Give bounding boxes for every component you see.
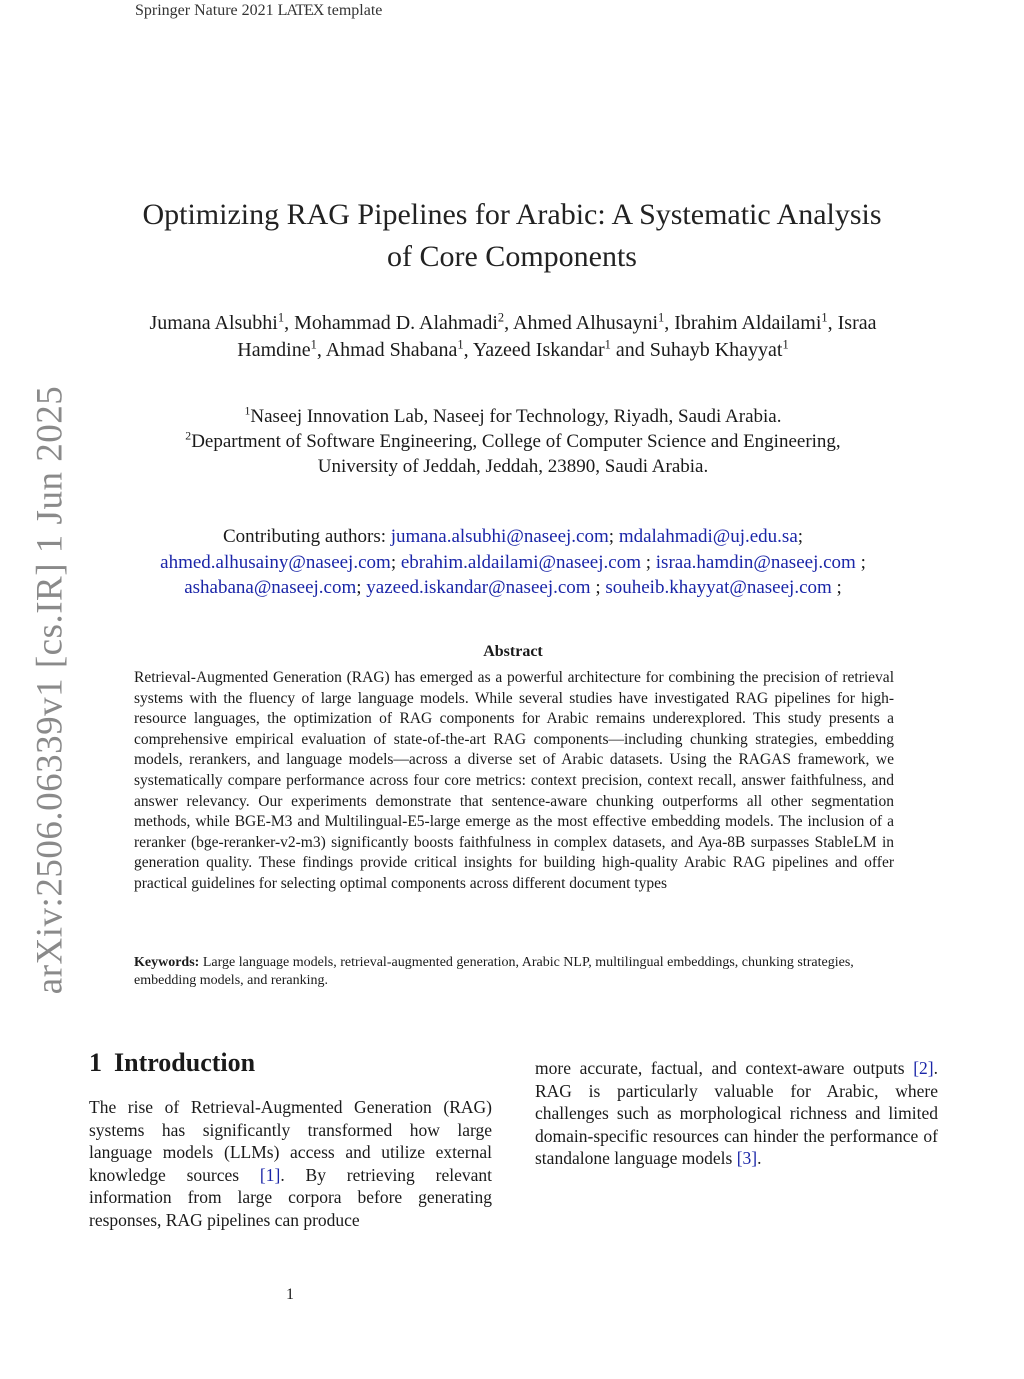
email-link[interactable]: yazeed.iskandar@naseej.com [366, 577, 591, 598]
header-suffix: template [323, 2, 383, 19]
author-affiliation-mark: 1 [277, 310, 285, 325]
email-link[interactable]: jumana.alsubhi@naseej.com [390, 526, 609, 547]
abstract-heading: Abstract [483, 643, 543, 660]
email-link[interactable]: mdalahmadi@uj.edu.sa [618, 526, 798, 547]
author-name: Ahmad Shabana [325, 339, 458, 361]
author-list: Jumana Alsubhi$^1$, Mohammad D. Alahmadi$^2$, Ahmed Alhusayni$^1$, Ibrahim Aldailami$^1$, Israa Hamdine$^1$, Ahmad Shabana$^1$, Yazeed Iskandar$^1$ and Suhayb Khayyat$^1$ [149, 310, 877, 361]
keywords-label: Keywords: [134, 955, 200, 970]
author-affiliation-mark: 1 [658, 310, 665, 325]
affiliations [128, 404, 898, 479]
author-name: Israa Hamdine [237, 312, 877, 361]
citation-link[interactable]: [3] [736, 1148, 758, 1168]
author-affiliation-mark: 1 [310, 337, 317, 352]
author-affiliation-mark: 1 [821, 310, 828, 325]
intro-left-column: The rise of Retrieval-Augmented Generation (RAG) systems has significantly transformed how large language models (LLMs) access and utilize external knowledge sources [1]. By retrieving relevant information from large corpora before generating responses, RAG pipelines can produce [89, 1097, 492, 1230]
page-number: 1 [286, 1286, 294, 1303]
keywords [134, 954, 894, 990]
section-title: Introduction [114, 1048, 256, 1077]
citation-link[interactable]: [2] [913, 1058, 934, 1078]
author-affiliation-mark: 2 [497, 310, 505, 325]
author-affiliation-mark: 1 [604, 337, 611, 352]
author-name: Suhayb Khayyat [649, 339, 783, 361]
author-name: Jumana Alsubhi [149, 312, 278, 334]
email-link[interactable]: ahmed.alhusainy@naseej.com [160, 551, 391, 573]
contrib-label: Contributing authors: [222, 526, 391, 547]
author-name: Mohammad D. Alahmadi [294, 312, 498, 334]
title-line-1: Optimizing RAG Pipelines for Arabic: A Systematic Analysis [142, 198, 882, 231]
abstract-text: Retrieval-Augmented Generation (RAG) has emerged as a powerful architecture for combining the precision of retrieval systems with the fluency of large language models. While several studies have investigated RAG pipelines for high-resource languages, the optimization of RAG components for Arabic remains underexplored. This study presents a comprehensive empirical evaluation of state-of-the-art RAG components—including chunking strategies, embedding models, rerankers, and language models—across a diverse set of Arabic datasets. Using the RAGAS framework, we systematically compare performance across four core metrics: context precision, context recall, answer faithfulness, and answer relevancy. Our experiments demonstrate that sentence-aware chunking outperforms all other segmentation methods, while BGE-M3 and Multilingual-E5-large emerge as the most effective embedding models. The inclusion of a reranker (bge-reranker-v2-m3) significantly boosts faithfulness in complex datasets, and Aya-8B surpasses StableLM in generation quality. These findings provide critical insights for building high-quality Arabic RAG pipelines and offer practical guidelines for selecting optimal components across different document types [134, 669, 894, 892]
affiliation-2: $^2$Department of Software Engineering, College of Computer Science and Engineering, [185, 429, 841, 452]
author-affiliation-mark: 1 [457, 337, 464, 352]
contributing-authors: Contributing authors: jumana.alsubhi@naseej.com; mdalahmadi@uj.edu.sa; ahmed.alhusainy@naseej.com; ebrahim.aldailami@naseej.com ; israa.hamdin@naseej.com ; ashabana@naseej.com; yazeed.iskandar@naseej.com ; souheib.khayyat@naseej.com ; [160, 526, 866, 598]
email-link[interactable]: ebrahim.aldailami@naseej.com [400, 551, 641, 573]
affiliation-2-continued: University of Jeddah, Jeddah, 23890, Saudi Arabia. [317, 456, 709, 477]
section-heading [89, 1048, 255, 1078]
keywords-text: Large language models, retrieval-augmented generation, Arabic NLP, multilingual embeddings, chunking strategies, embedding models, and reranking. [134, 955, 854, 988]
header-latex: LATEX [277, 2, 324, 19]
email-link[interactable]: israa.hamdin@naseej.com [655, 551, 856, 573]
section-number: 1 [89, 1048, 102, 1077]
author-name: Ahmed Alhusayni [513, 312, 659, 334]
author-affiliation-mark: 1 [782, 337, 789, 352]
header-prefix: Springer Nature 2021 [135, 2, 278, 19]
affiliation-1: $^1$Naseej Innovation Lab, Naseej for Technology, Riyadh, Saudi Arabia. [244, 404, 782, 427]
citation-link[interactable]: [1] [259, 1164, 281, 1185]
author-name: Ibrahim Aldailami [674, 312, 822, 334]
email-link[interactable]: souheib.khayyat@naseej.com [605, 577, 832, 598]
running-header [135, 2, 382, 20]
email-link[interactable]: ashabana@naseej.com [184, 577, 357, 598]
paper-title [100, 194, 924, 278]
author-name: Yazeed Iskandar [472, 339, 605, 361]
intro-right-column: more accurate, factual, and context-aware outputs [2]. RAG is particularly valuable for Arabic, where challenges such as morphological richness and limited domain-specific resources can hinder the performance of standalone language models [3]. [535, 1058, 938, 1168]
arxiv-stamp: arXiv:2506.06339v1 [cs.IR] 1 Jun 2025 [29, 385, 71, 995]
title-line-2: of Core Components [387, 240, 637, 273]
